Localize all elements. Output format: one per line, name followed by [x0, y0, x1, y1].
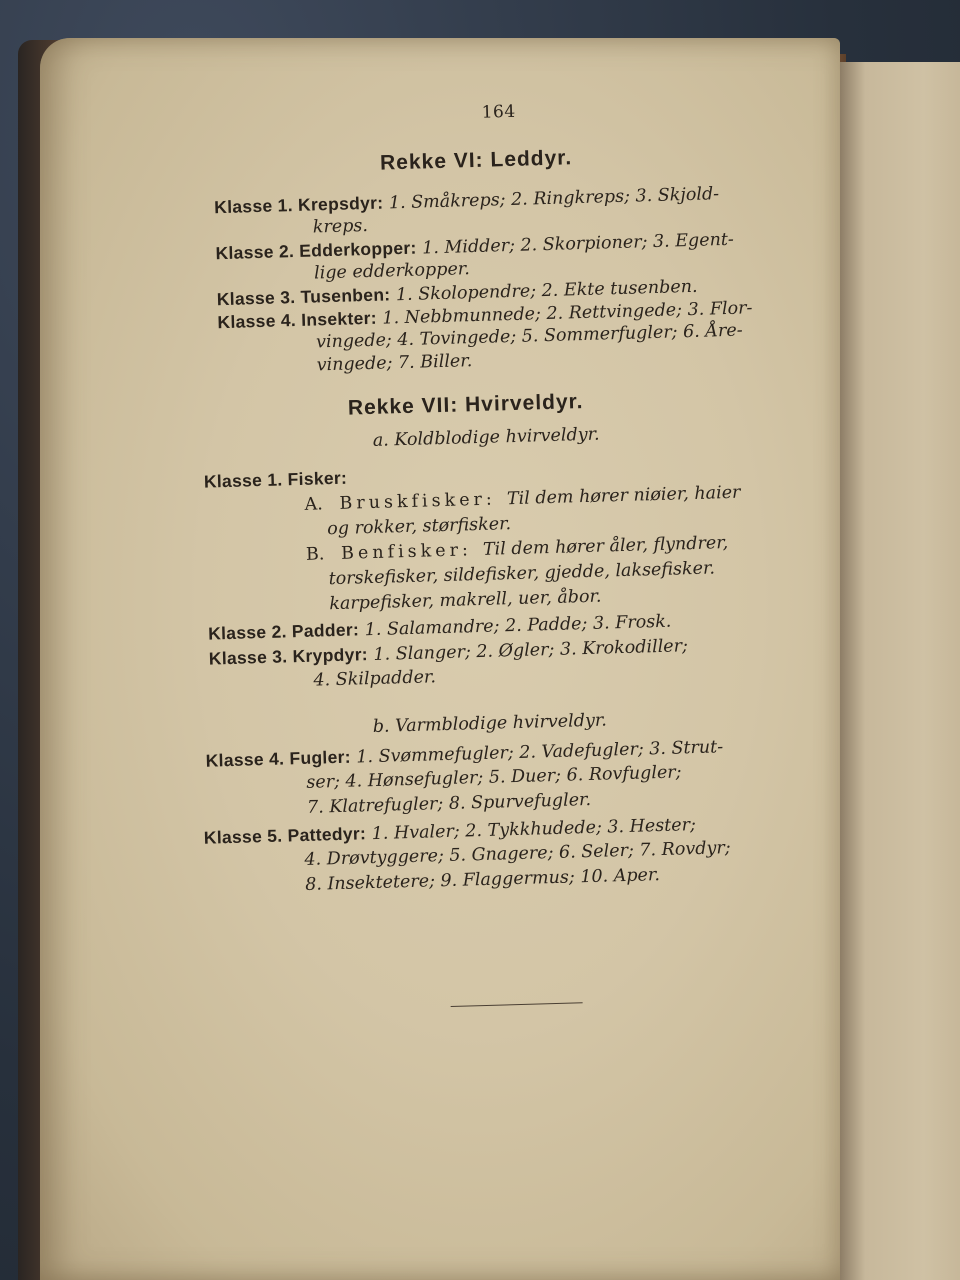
group-name: Benfisker:	[340, 540, 473, 564]
klasse-label: Klasse 4. Insekter:	[217, 307, 378, 333]
heading-rekke-vi: Rekke VI: Leddyr.	[379, 146, 573, 175]
benfisker-cont2: karpefisker, makrell, uer, åbor.	[329, 586, 602, 615]
heading-rekke-vii: Rekke VII: Hvirveldyr.	[347, 390, 584, 420]
group-text: Til dem hører niøier, haier	[506, 482, 741, 510]
bruskfisker-cont: og rokker, størfisker.	[327, 514, 512, 540]
subheading-varmblodige: b. Varmblodige hvirveldyr.	[372, 710, 608, 738]
rekke7-klasse3-cont: 4. Skilpadder.	[313, 667, 437, 691]
bruskfisker-line	[304, 482, 740, 516]
item-letter: B.	[305, 544, 325, 565]
benfisker-cont1: torskefisker, sildefisker, gjedde, laksefisker.	[328, 558, 716, 590]
page-number: 164	[481, 101, 516, 123]
rekke6-klasse1	[214, 182, 719, 219]
rekke7-klasse4-cont1: ser; 4. Hønsefugler; 5. Duer; 6. Rovfugler;	[306, 762, 682, 793]
page-content	[32, 27, 866, 1280]
klasse-label: Klasse 5. Pattedyr:	[203, 823, 367, 848]
rekke6-klasse2	[215, 228, 734, 265]
group-text: Til dem hører åler, flyndrer,	[482, 533, 729, 560]
rekke6-klasse4-cont1: vingede; 4. Tovingede; 5. Sommerfugler; 6. Åre-	[315, 320, 743, 353]
klasse-text: 1. Salamandre; 2. Padde; 3. Frosk.	[364, 611, 672, 641]
klasse-label: Klasse 1. Fisker:	[203, 467, 348, 492]
rekke7-klasse4-cont2: 7. Klatrefugler; 8. Spurvefugler.	[306, 789, 592, 818]
klasse-label: Klasse 2. Edderkopper:	[215, 237, 417, 264]
klasse-text: 1. Nebbmunnede; 2. Rettvingede; 3. Flor-	[382, 298, 753, 329]
book-page	[40, 38, 840, 1280]
rekke7-klasse5-cont1: 4. Drøvtyggere; 5. Gnagere; 6. Seler; 7. Rovdyr;	[304, 838, 731, 870]
klasse-text: 1. Slanger; 2. Øgler; 3. Krokodiller;	[373, 636, 689, 665]
end-divider	[451, 1002, 583, 1007]
rekke6-klasse4-cont2: vingede; 7. Biller.	[316, 351, 473, 376]
klasse-label: Klasse 1. Krepsdyr:	[213, 192, 384, 218]
rekke6-klasse2-cont: lige edderkopper.	[313, 259, 471, 284]
klasse-label: Klasse 4. Fugler:	[205, 746, 352, 771]
rekke6-klasse1-cont: kreps.	[312, 215, 369, 238]
rekke7-klasse1	[204, 467, 348, 494]
rekke7-klasse5-cont2: 8. Insektetere; 9. Flaggermus; 10. Aper.	[304, 865, 661, 895]
klasse-label: Klasse 3. Krypdyr:	[208, 644, 369, 669]
group-name: Bruskfisker:	[339, 489, 497, 514]
klasse-text: 1. Hvaler; 2. Tykkhudede; 3. Hester;	[371, 815, 697, 845]
klasse-label: Klasse 2. Padder:	[207, 619, 360, 644]
subheading-koldblodige: a. Koldblodige hvirveldyr.	[372, 424, 600, 451]
klasse-text: 1. Svømmefugler; 2. Vadefugler; 3. Strut-	[356, 737, 724, 768]
item-letter: A.	[304, 494, 324, 515]
klasse-text: 1. Småkreps; 2. Ringkreps; 3. Skjold-	[388, 184, 720, 214]
klasse-label: Klasse 3. Tusenben:	[216, 284, 391, 310]
klasse-text: 1. Midder; 2. Skorpioner; 3. Egent-	[421, 229, 735, 259]
klasse-text: 1. Skolopendre; 2. Ekte tusenben.	[395, 276, 698, 306]
